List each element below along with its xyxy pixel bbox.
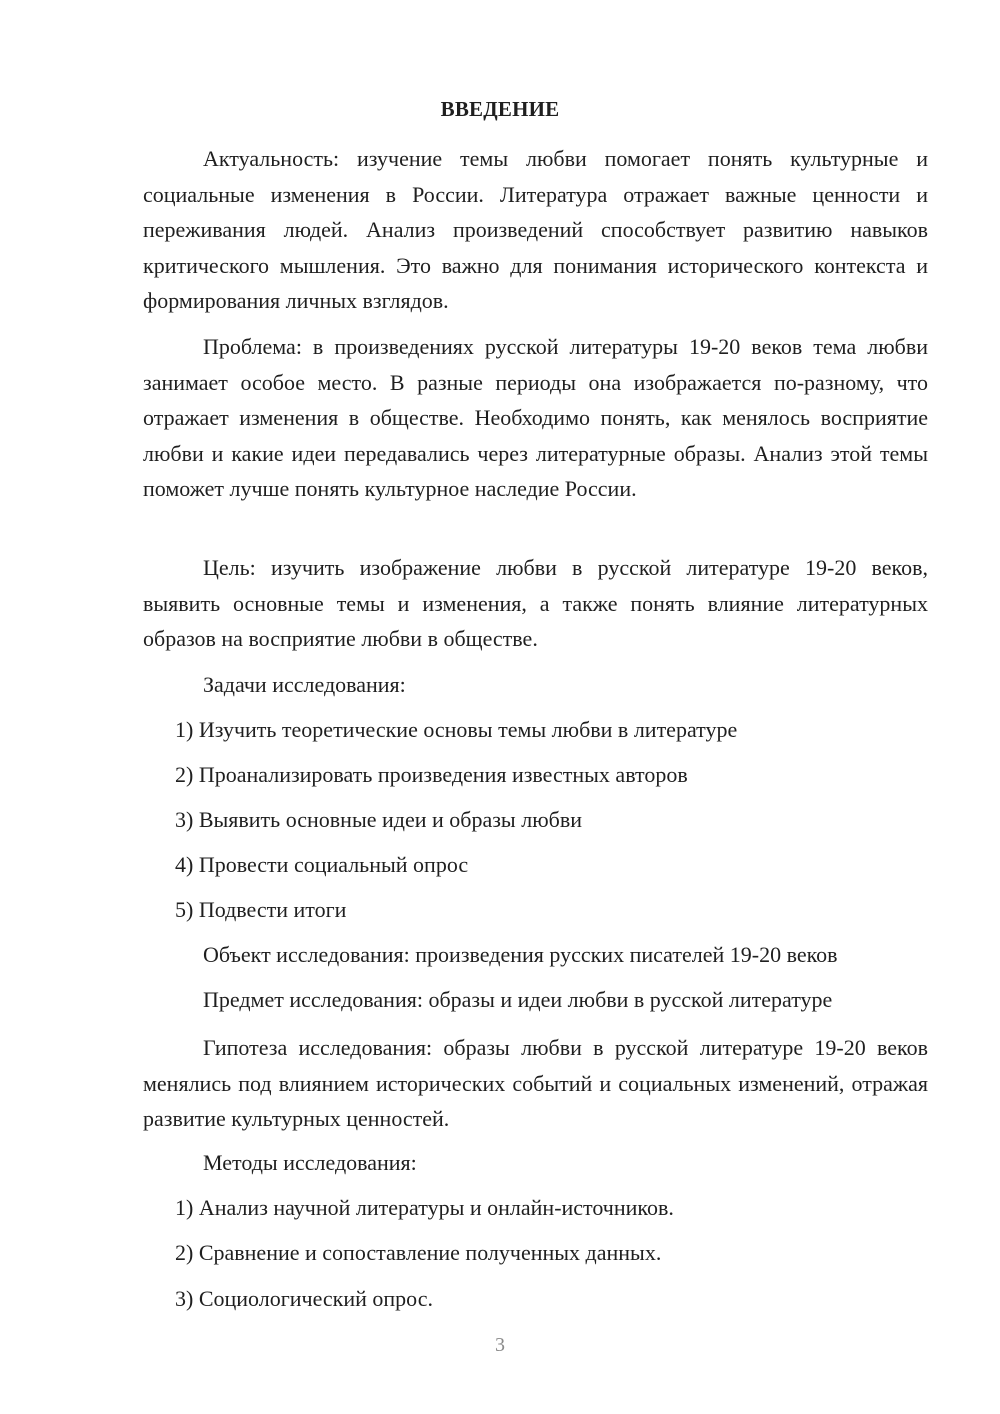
methods-title: Методы исследования: [203, 1150, 417, 1175]
hypothesis-paragraph: Гипотеза исследования: образы любви в русской литературе 19-20 веков менялись под влиянием исторических событий и социальных изменений, отражая развитие культурных ценностей. [143, 1035, 928, 1131]
section-heading: ВВЕДЕНИЕ [440, 97, 560, 121]
problem-paragraph: Проблема: в произведениях русской литературы 19-20 веков тема любви занимает особое место. В разные периоды она изображается по-разному, что отражает изменения в обществе. Необходимо понять, как менялось восприятие любви и какие идеи передавались через литературные образы. Анализ этой темы поможет лучше понять культурное наследие России. [143, 334, 928, 501]
task-item: 1) Изучить теоретические основы темы любви в литературе [175, 717, 738, 742]
goal-paragraph: Цель: изучить изображение любви в русской литературе 19-20 веков, выявить основные темы и изменения, а также понять влияние литературных образов на восприятие любви в обществе. [143, 555, 928, 651]
subject-line: Предмет исследования: образы и идеи любви в русской литературе [203, 987, 833, 1012]
object-line: Объект исследования: произведения русских писателей 19-20 веков [203, 942, 838, 967]
relevance-paragraph: Актуальность: изучение темы любви помогает понять культурные и социальные изменения в России. Литература отражает важные ценности и переживания людей. Анализ произведений способствует развитию навыков критического мышления. Это важно для понимания исторического контекста и формирования личных взглядов. [143, 146, 928, 313]
task-item: 2) Проанализировать произведения известных авторов [175, 762, 688, 787]
method-item: 1) Анализ научной литературы и онлайн-источников. [175, 1195, 674, 1220]
task-item: 3) Выявить основные идеи и образы любви [175, 807, 582, 832]
method-item: 3) Социологический опрос. [175, 1286, 433, 1311]
page-number: 3 [495, 1334, 505, 1356]
method-item: 2) Сравнение и сопоставление полученных данных. [175, 1240, 662, 1265]
task-item: 5) Подвести итоги [175, 897, 347, 922]
task-item: 4) Провести социальный опрос [175, 852, 469, 877]
tasks-title: Задачи исследования: [203, 672, 406, 697]
